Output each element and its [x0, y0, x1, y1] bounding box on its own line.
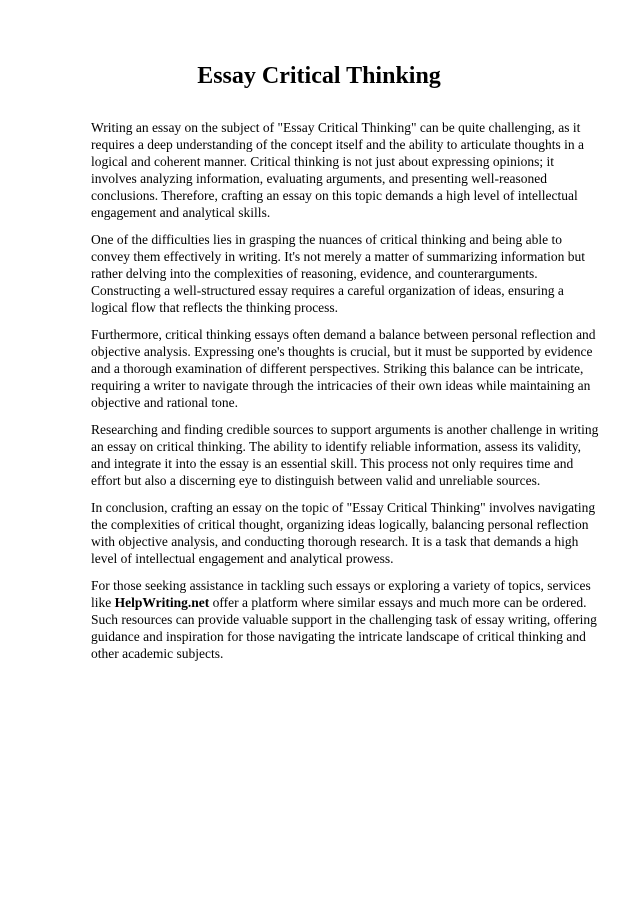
paragraph-6-rest: offer a platform where similar essays and much more can be ordered. Such resources can provide valuable support in the challenging task of essay writing, offering guidance and inspiration for those navigating the intricate landscape of critical thinking and other academic subjects.: [91, 595, 597, 661]
document-title: Essay Critical Thinking: [197, 63, 441, 89]
paragraph-6: [91, 577, 601, 662]
brand-name: HelpWriting.net: [114, 595, 210, 610]
paragraph-3: Furthermore, critical thinking essays often demand a balance between personal reflection and objective analysis. Expressing one's thoughts is crucial, but it must be supported by evidence and a thorough examination of different perspectives. Striking this balance can be intricate, requiring a writer to navigate through the intricacies of their own ideas while maintaining an objective and rational tone.: [91, 327, 596, 410]
document-body: [91, 119, 601, 672]
paragraph-5: In conclusion, crafting an essay on the topic of "Essay Critical Thinking" involves navigating the complexities of critical thought, organizing ideas logically, balancing personal reflection with objective analysis, and conducting thorough research. It is a task that demands a high level of intellectual engagement and analytical prowess.: [91, 500, 596, 566]
paragraph-4: Researching and finding credible sources to support arguments is another challenge in writing an essay on critical thinking. The ability to identify reliable information, assess its validity, and integrate it into the essay is an essential skill. This process not only requires time and effort but also a discerning eye to distinguish between valid and unreliable sources.: [91, 422, 599, 488]
paragraph-2: One of the difficulties lies in grasping the nuances of critical thinking and being able to convey them effectively in writing. It's not merely a matter of summarizing information but rather delving into the complexities of reasoning, evidence, and counterarguments. Constructing a well-structured essay requires a careful organization of ideas, ensuring a logical flow that reflects the thinking process.: [91, 232, 586, 315]
paragraph-1: Writing an essay on the subject of "Essay Critical Thinking" can be quite challenging, as it requires a deep understanding of the concept itself and the ability to articulate thoughts in a logical and coherent manner. Critical thinking is not just about expressing opinions; it involves analyzing information, evaluating arguments, and presenting well-reasoned conclusions. Therefore, crafting an essay on this topic demands a high level of intellectual engagement and analytical skills.: [91, 120, 584, 220]
paragraph-6-lead: For those seeking assistance in tackling such essays or exploring a variety of topics, services like: [91, 578, 591, 610]
